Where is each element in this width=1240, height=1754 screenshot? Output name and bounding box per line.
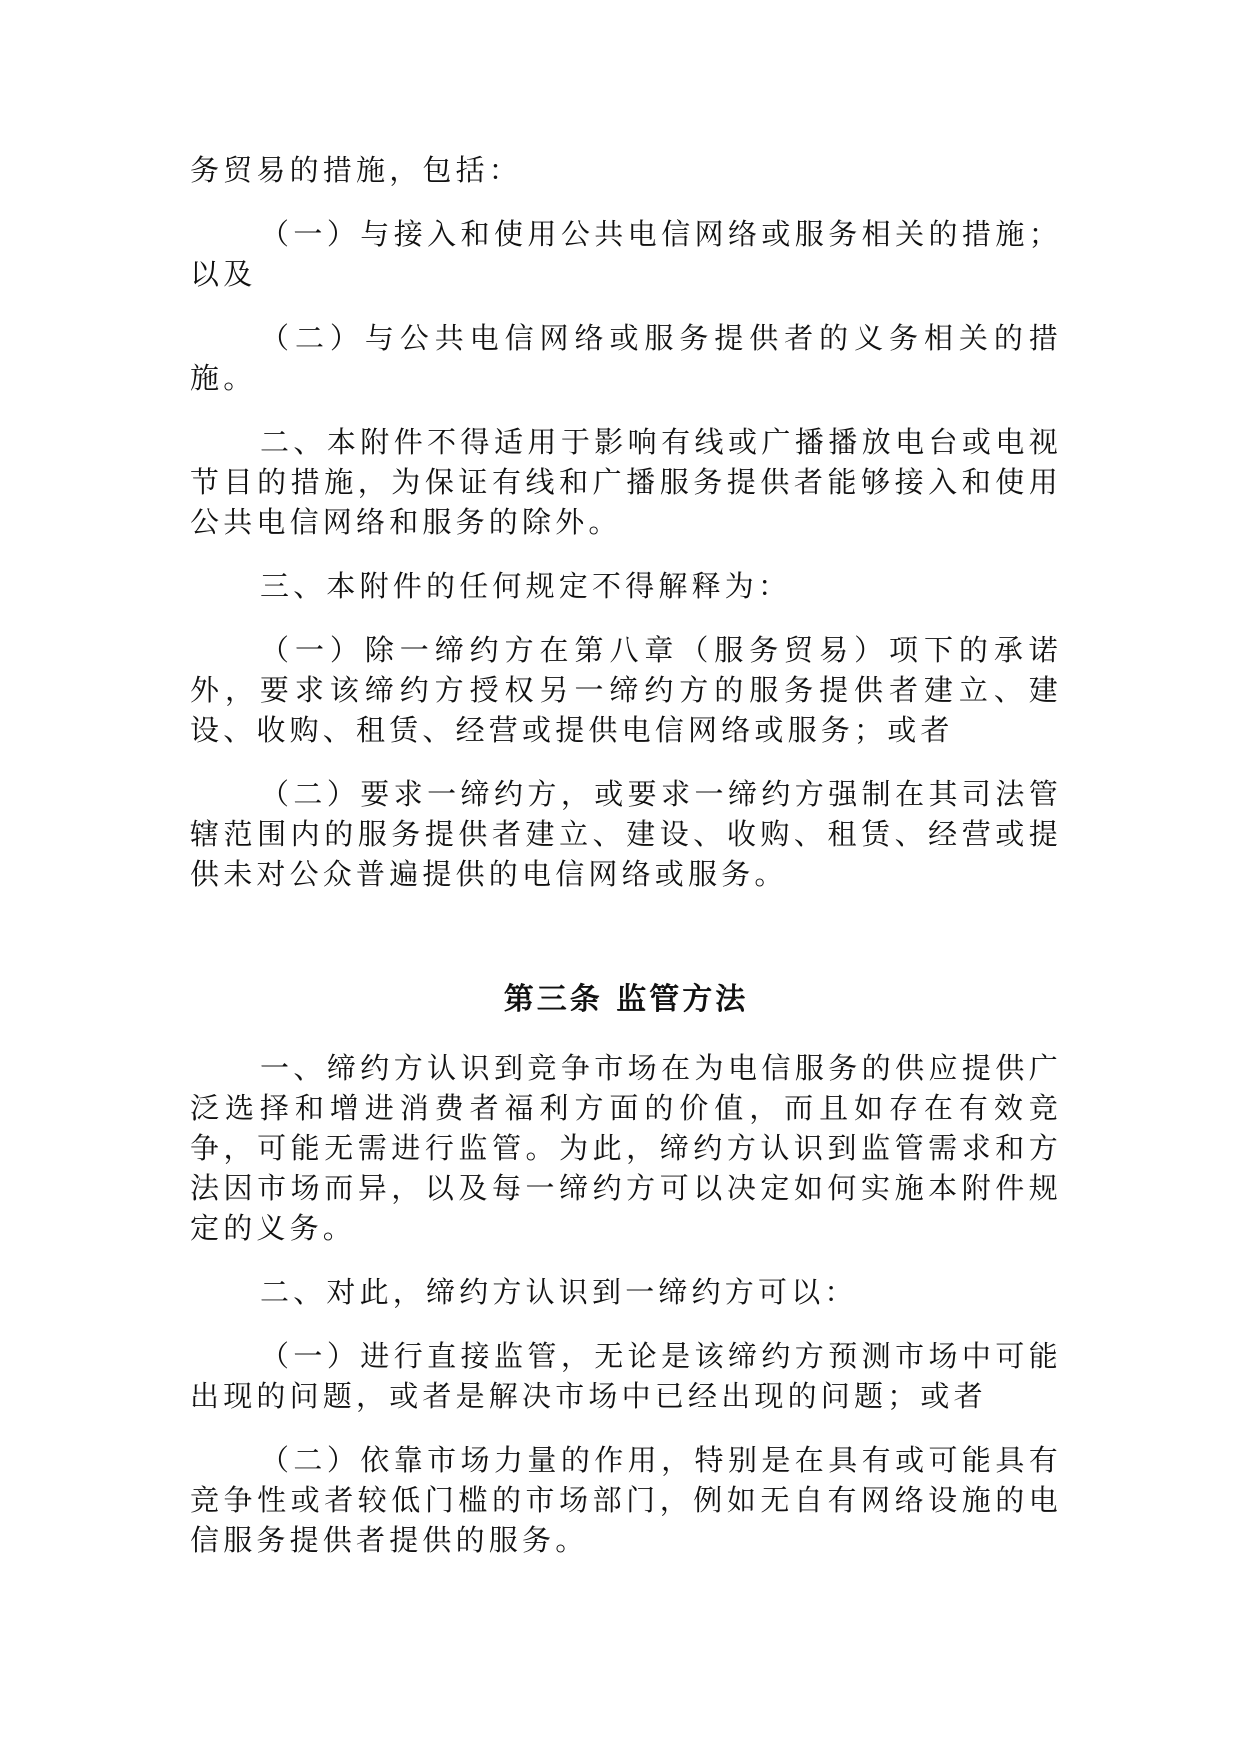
paragraph-continuation: 务贸易的措施，包括： (190, 153, 523, 187)
paragraph: 三、本附件的任何规定不得解释为： (260, 569, 792, 603)
paragraph: （一）除一缔约方在第八章（服务贸易）项下的承诺外，要求该缔约方授权另一缔约方的服务提供者建立、建设、收购、租赁、经营或提供电信网络或服务；或者 (190, 633, 1062, 747)
document-body (190, 150, 1062, 1584)
paragraph: 二、本附件不得适用于影响有线或广播播放电台或电视节目的措施，为保证有线和广播服务提供者能够接入和使用公共电信网络和服务的除外。 (190, 425, 1062, 539)
paragraph: （一）进行直接监管，无论是该缔约方预测市场中可能出现的问题，或者是解决市场中已经出现的问题；或者 (190, 1339, 1062, 1413)
article-heading: 第三条 监管方法 (503, 982, 749, 1017)
paragraph: （二）要求一缔约方，或要求一缔约方强制在其司法管辖范围内的服务提供者建立、建设、收购、租赁、经营或提供未对公众普遍提供的电信网络或服务。 (190, 777, 1062, 891)
paragraph: （二）与公共电信网络或服务提供者的义务相关的措施。 (190, 321, 1062, 395)
paragraph: 二、对此，缔约方认识到一缔约方可以： (260, 1275, 858, 1309)
paragraph: 一、缔约方认识到竞争市场在为电信服务的供应提供广泛选择和增进消费者福利方面的价值，而且如存在有效竞争，可能无需进行监管。为此，缔约方认识到监管需求和方法因市场而异，以及每一缔约方可以决定如何实施本附件规定的义务。 (190, 1051, 1062, 1245)
paragraph: （二）依靠市场力量的作用，特别是在具有或可能具有竞争性或者较低门槛的市场部门，例如无自有网络设施的电信服务提供者提供的服务。 (190, 1443, 1062, 1557)
paragraph: （一）与接入和使用公共电信网络或服务相关的措施；以及 (190, 217, 1062, 291)
